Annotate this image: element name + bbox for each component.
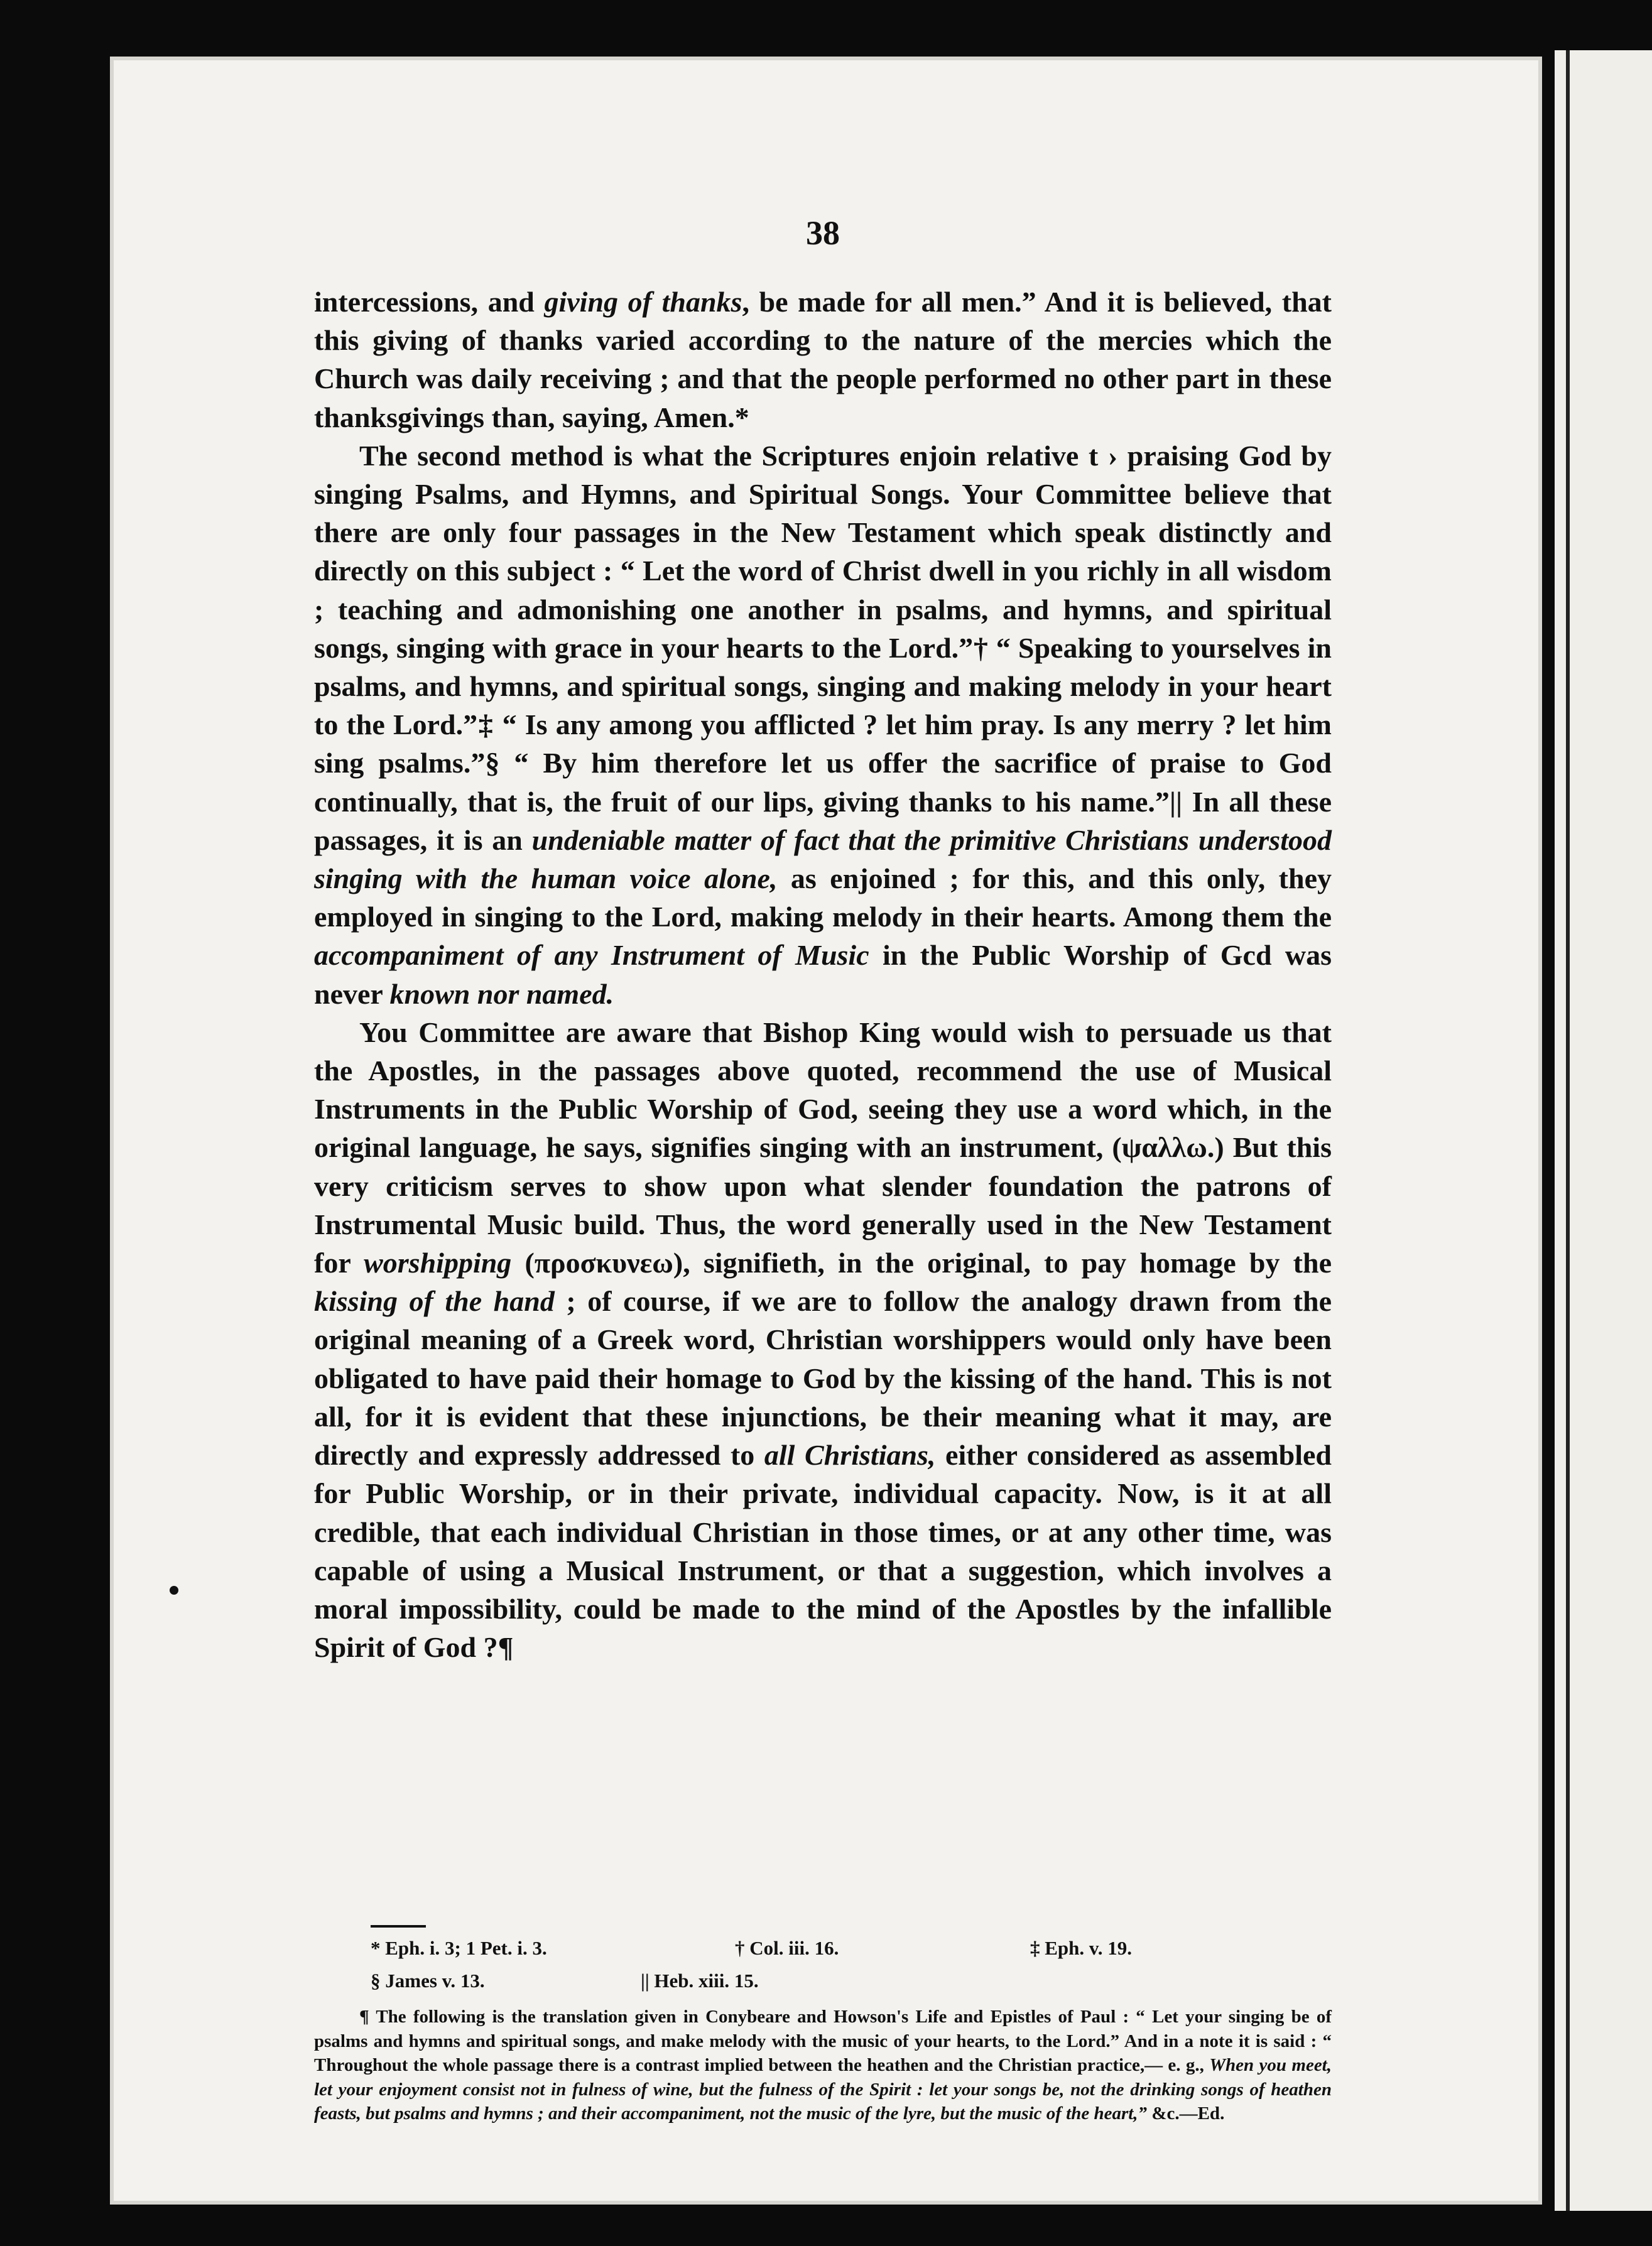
paragraph-3-segment: worshipping bbox=[364, 1247, 512, 1279]
footnote-rule bbox=[371, 1925, 426, 1928]
footnote-row-2 bbox=[314, 1967, 1332, 2000]
paragraph-3-segment: either considered as assembled for Public Worship, or in their private, individual capacity. Now, is it at all credible, that each individual Christian in those times, or at any other time, was capable of using a Musical Instrument, or that a suggestion, which involves a moral impossibility, could be made to the mind of the Apostles by the infallible Spirit of God ?¶ bbox=[314, 1439, 1332, 1664]
paragraph-3-segment: all Christians, bbox=[764, 1439, 936, 1472]
paragraph-2-segment: in the Public Worship of Gcd was never bbox=[314, 939, 1332, 1010]
paragraph-3-segment: You Committee are aware that Bishop King would wish to persuade us that the Apostles, in the passages above quoted, recommend the use of Musical Instruments in the Public Worship of God, seeing they use a word which, in the original language, he says, signifies singing with an instrument, (ψαλλω.) But this very criticism serves to show upon what slender foundation the patrons of Instrumental Music build. Thus, the word generally used in the New Testament for bbox=[314, 1016, 1332, 1279]
footnote-james-5: § James v. 13. bbox=[371, 1970, 485, 1992]
footnote-long-segment: &c.—Ed. bbox=[1147, 2103, 1225, 2124]
paragraph-2-segment: as enjoined ; for this, and this only, they employed in singing to the Lord, making melody in their hearts. Among them the bbox=[314, 862, 1332, 933]
footnote-long-segment: ¶ The following is the translation given in Conybeare and Howson's Life and Epistles of Paul : “ Let your singing be of psalms and hymns and spiritual songs, and make melody with the music of your hearts, to the Lord.” And in a note it is said : “ Throughout the whole passage there is a contrast implied between the heathen and the Christian practice,— e. g., bbox=[314, 2007, 1332, 2075]
paragraph-2-segment: known nor named. bbox=[389, 977, 614, 1010]
paragraph-2-segment: The second method is what the Scriptures enjoin relative t › praising God by singing Psalms, and Hymns, and Spiritual Songs. Your Committee believe that there are only four passages in the New Testament which speak distinctly and directly on this subject : “ Let the word of Christ dwell in you richly in all wisdom ; teaching and admonishing one another in psalms, and hymns, and spiritual songs, singing with grace in your hearts to the Lord.”† “ Speaking to yourselves in psalms, and hymns, and spiritual songs, singing and making melody in your heart to the Lord.”‡ “ Is any among you afflicted ? let him pray. Is any merry ? let him sing psalms.”§ “ By him therefore let us offer the sacrifice of praise to God continually, that is, the fruit of our lips, giving thanks to his name.”|| In all these passages, it is an bbox=[314, 439, 1332, 856]
footnote-conybeare-howson bbox=[314, 2005, 1332, 2126]
paragraph-3-segment: ; of course, if we are to follow the analogy drawn from the original meaning of a Greek word, Christian worshippers would only have been obligated to have paid their homage to God by the kissing of the hand. This is not all, for it is evident that these injunctions, be their meaning what it may, are directly and expressly addressed to bbox=[314, 1285, 1332, 1472]
footnote-row-1 bbox=[314, 1934, 1332, 1967]
paragraph-2 bbox=[314, 437, 1332, 1013]
paragraph-1-segment: intercessions, and bbox=[314, 286, 545, 318]
paragraph-3-segment: kissing of the hand bbox=[314, 1285, 555, 1318]
paragraph-1 bbox=[314, 283, 1332, 437]
footnote-col-3: † Col. iii. 16. bbox=[735, 1937, 839, 1959]
adjacent-page-edge bbox=[1555, 50, 1652, 2211]
footnote-long-segment: When you meet, let your enjoyment consist not in fulness of wine, but the fulness of the Spirit : let your songs be, not the drinking songs of heathen feasts, but psalms and hymns ; and their accompaniment, not the music of the lyre, but the music of the heart,” bbox=[314, 2055, 1332, 2124]
paragraph-3 bbox=[314, 1013, 1332, 1666]
paragraph-2-segment: undeniable matter of fact that the primitive Christians understood singing with the human voice alone, bbox=[314, 823, 1332, 895]
adjacent-page-border bbox=[1566, 50, 1570, 2211]
paragraph-3-segment: (προσκυνεω), signifieth, in the original, to pay homage by the bbox=[511, 1247, 1332, 1279]
page-number: 38 bbox=[806, 214, 840, 252]
footnotes bbox=[314, 1934, 1332, 2144]
body-text bbox=[314, 283, 1332, 1666]
footnote-heb-13: || Heb. xiii. 15. bbox=[641, 1970, 759, 1992]
footnote-eph-1: * Eph. i. 3; 1 Pet. i. 3. bbox=[371, 1937, 547, 1959]
paragraph-1-segment: , be made for all men.” And it is believed, that this giving of thanks varied according to the nature of the mercies which the Church was daily receiving ; and that the people performed no other part in these thanksgivings than, saying, Amen.* bbox=[314, 286, 1332, 433]
paragraph-1-segment: giving of thanks bbox=[544, 286, 742, 318]
margin-dot bbox=[170, 1586, 178, 1595]
footnote-eph-5: ‡ Eph. v. 19. bbox=[1030, 1937, 1132, 1959]
paragraph-2-segment: accompaniment of any Instrument of Music bbox=[314, 939, 869, 972]
